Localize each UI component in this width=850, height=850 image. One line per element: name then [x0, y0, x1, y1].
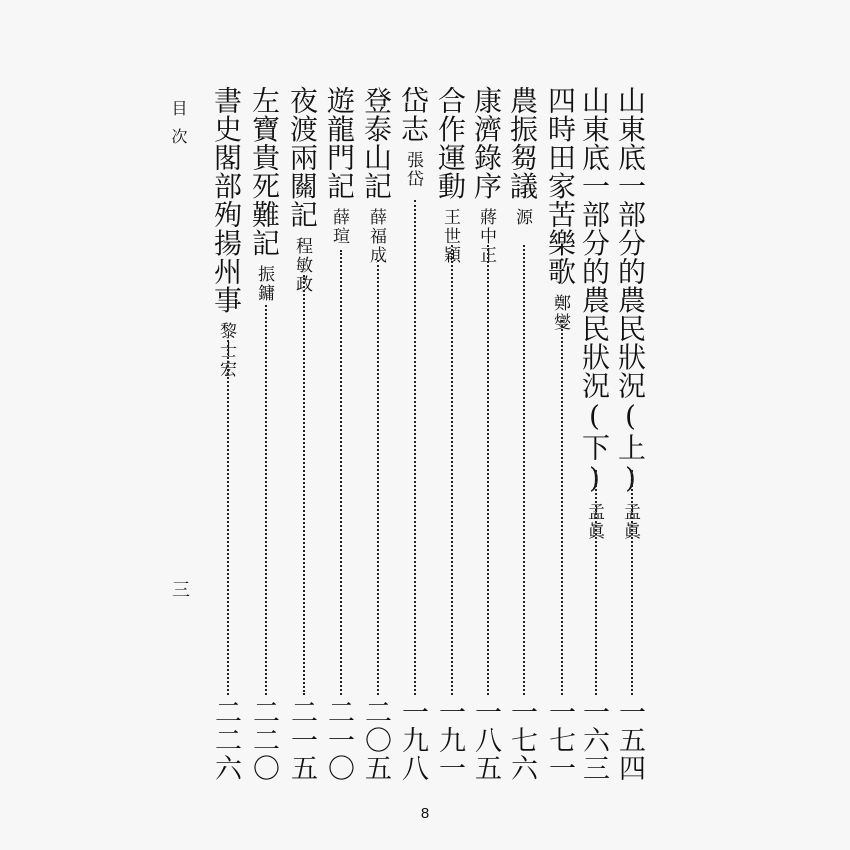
leader-dots: [595, 470, 597, 695]
toc-entry-title: 山東底一部分的農民狀況(上): [614, 86, 647, 495]
toc-entry-title: 岱志: [397, 86, 430, 143]
toc-entry-page: 二二〇: [248, 698, 279, 782]
toc-entry-author: 程敏政: [292, 236, 312, 294]
toc-entry-page: 二一五: [286, 698, 317, 782]
leader-dots: [414, 200, 416, 695]
toc-entry-title: 遊龍門記: [323, 86, 356, 200]
toc-entry-9: [323, 86, 356, 246]
toc-entry-1: [614, 86, 647, 541]
toc-entry-title: 合作運動: [434, 86, 467, 200]
toc-entry-page: 一八五: [470, 698, 501, 782]
toc-entry-10: [286, 86, 319, 294]
toc-entry-title: 夜渡兩關記: [286, 86, 319, 229]
toc-entry-author: 孟眞: [584, 503, 604, 541]
toc-entry-author: 振鏞: [254, 265, 274, 303]
toc-entry-7: [397, 86, 430, 189]
toc-entry-author: 蔣中正: [476, 208, 496, 265]
leader-dots: [561, 320, 563, 695]
leader-dots: [227, 340, 229, 695]
toc-entry-page: 一九八: [397, 698, 428, 782]
leader-dots: [451, 245, 453, 695]
toc-entry-author: 孟眞: [620, 503, 640, 541]
toc-entry-title: 左寶貴死難記: [248, 86, 281, 257]
toc-entry-page: 一六三: [578, 698, 609, 782]
toc-entry-12: [210, 86, 243, 379]
running-header: 目次: [169, 100, 188, 156]
toc-entry-page: 一五四: [614, 698, 645, 782]
toc-entry-title: 山東底一部分的農民狀況(下): [578, 86, 611, 495]
toc-entry-4: [506, 86, 539, 227]
toc-entry-11: [248, 86, 281, 303]
toc-entry-page: 二一〇: [323, 698, 354, 782]
leader-dots: [377, 260, 379, 695]
toc-entry-author: 薛瑄: [329, 208, 349, 246]
toc-entry-author: 源: [512, 208, 532, 227]
toc-entry-page: 二二六: [210, 698, 241, 782]
toc-entry-5: [470, 86, 503, 265]
toc-entry-title: 農振芻議: [506, 86, 539, 200]
toc-entry-author: 鄭燮: [550, 293, 570, 332]
toc-entry-title: 康濟錄序: [470, 86, 503, 200]
toc-entry-author: 黎士宏: [216, 322, 236, 379]
toc-entry-author: 王世穎: [440, 208, 460, 265]
leader-dots: [487, 245, 489, 695]
leader-dots: [523, 245, 525, 695]
toc-entry-page: 一七一: [544, 698, 575, 782]
toc-entry-6: [434, 86, 467, 265]
toc-entry-2: [578, 86, 611, 541]
toc-entry-page: 二〇五: [360, 698, 391, 782]
toc-entry-title: 書史閣部殉揚州事: [210, 86, 243, 314]
toc-entry-title: 四時田家苦樂歌: [544, 86, 577, 286]
toc-entry-8: [360, 86, 393, 265]
toc-entry-page: 一九一: [434, 698, 465, 782]
leader-dots: [631, 470, 633, 695]
leader-dots: [265, 305, 267, 695]
toc-entry-author: 張岱: [403, 151, 423, 189]
leader-dots: [340, 250, 342, 695]
running-header-page: 三: [169, 580, 190, 598]
footer-page-number: 8: [420, 805, 430, 822]
toc-entry-title: 登泰山記: [360, 86, 393, 200]
toc-entry-author: 薛福成: [366, 208, 386, 265]
leader-dots: [303, 275, 305, 695]
toc-entry-page: 一七六: [506, 698, 537, 782]
toc-entry-3: [544, 86, 577, 332]
